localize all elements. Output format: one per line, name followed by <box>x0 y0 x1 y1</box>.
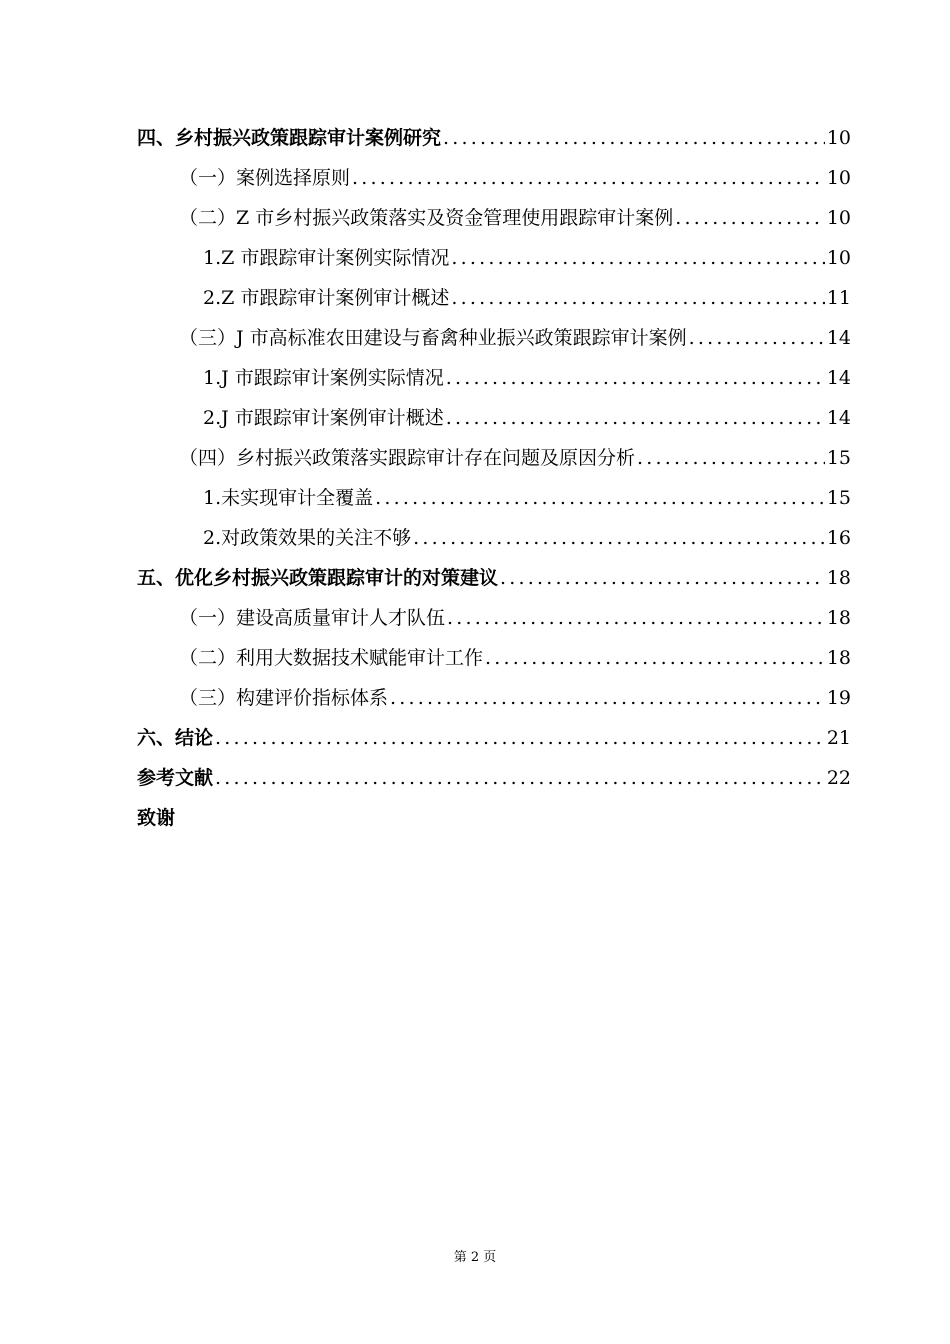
toc-entry-title: 致谢 <box>137 807 176 829</box>
toc-entry-title: （三）构建评价指标体系 <box>179 687 389 709</box>
toc-page-number: 10 <box>826 127 851 149</box>
toc-entry-4-2-2[interactable] <box>137 278 851 318</box>
toc-leader-dots <box>443 118 825 158</box>
toc-entry-title: （二）Z 市乡村振兴政策落实及资金管理使用跟踪审计案例 <box>179 207 674 229</box>
toc-leader-dots <box>451 238 824 278</box>
toc-page-number: 15 <box>826 487 851 509</box>
toc-entry-4-3[interactable] <box>137 318 851 358</box>
toc-entry-title: （一）案例选择原则 <box>179 167 351 189</box>
toc-leader-dots <box>375 478 825 518</box>
toc-page-number: 14 <box>826 407 851 429</box>
toc-leader-dots <box>390 678 825 718</box>
toc-leader-dots <box>215 758 825 798</box>
toc-leader-dots <box>451 278 824 318</box>
toc-entry-4-2[interactable] <box>137 198 851 238</box>
toc-page-number: 22 <box>826 767 851 789</box>
toc-entry-title: 五、优化乡村振兴政策跟踪审计的对策建议 <box>137 567 499 589</box>
toc-entry-4-3-1[interactable] <box>137 358 851 398</box>
toc-leader-dots <box>485 638 825 678</box>
toc-page-number: 10 <box>826 207 851 229</box>
toc-leader-dots <box>447 598 825 638</box>
toc-leader-dots <box>413 518 825 558</box>
toc-entry-title: （二）利用大数据技术赋能审计工作 <box>179 647 484 669</box>
toc-entry-title: 1.J 市跟踪审计案例实际情况 <box>203 367 444 389</box>
toc-entry-4-3-2[interactable] <box>137 398 851 438</box>
toc-leader-dots <box>446 398 825 438</box>
toc-leader-dots <box>637 438 825 478</box>
table-of-contents <box>137 118 851 838</box>
toc-entry-title: （四）乡村振兴政策落实跟踪审计存在问题及原因分析 <box>179 447 636 469</box>
toc-leader-dots <box>446 358 825 398</box>
toc-entry-title: 六、结论 <box>137 727 214 749</box>
toc-entry-chapter-5[interactable] <box>137 558 851 598</box>
toc-entry-5-2[interactable] <box>137 638 851 678</box>
toc-page-number: 14 <box>826 327 851 349</box>
toc-leader-dots <box>215 718 825 758</box>
toc-leader-dots <box>689 318 825 358</box>
toc-entry-chapter-6[interactable] <box>137 718 851 758</box>
toc-page-number: 11 <box>826 287 851 309</box>
toc-entry-title: （一）建设高质量审计人才队伍 <box>179 607 446 629</box>
page-footer-number: 第 2 页 <box>453 1250 497 1265</box>
toc-page-number: 16 <box>826 527 851 549</box>
toc-page-number: 10 <box>826 247 851 269</box>
toc-page-number: 18 <box>826 607 851 629</box>
toc-entry-title: （三）J 市高标准农田建设与畜禽种业振兴政策跟踪审计案例 <box>179 327 687 349</box>
toc-entry-5-1[interactable] <box>137 598 851 638</box>
toc-page-number: 19 <box>826 687 851 709</box>
toc-entry-5-3[interactable] <box>137 678 851 718</box>
toc-entry-references[interactable] <box>137 758 851 798</box>
toc-entry-title: 1.未实现审计全覆盖 <box>203 487 374 509</box>
toc-entry-title: 2.Z 市跟踪审计案例审计概述 <box>203 287 450 309</box>
toc-page-number: 10 <box>826 167 851 189</box>
toc-entry-4-2-1[interactable] <box>137 238 851 278</box>
toc-page-number: 21 <box>826 727 851 749</box>
toc-entry-title: 参考文献 <box>137 767 214 789</box>
toc-page-number: 18 <box>826 567 851 589</box>
toc-leader-dots <box>352 158 825 198</box>
toc-entry-4-1[interactable] <box>137 158 851 198</box>
toc-entry-title: 四、乡村振兴政策跟踪审计案例研究 <box>137 127 442 149</box>
toc-entry-4-4-1[interactable] <box>137 478 851 518</box>
toc-entry-title: 2.J 市跟踪审计案例审计概述 <box>203 407 444 429</box>
toc-leader-dots <box>675 198 825 238</box>
toc-page-number: 15 <box>826 447 851 469</box>
toc-entry-acknowledgements[interactable] <box>137 798 851 838</box>
toc-entry-title: 1.Z 市跟踪审计案例实际情况 <box>203 247 450 269</box>
toc-entry-chapter-4[interactable] <box>137 118 851 158</box>
toc-entry-4-4-2[interactable] <box>137 518 851 558</box>
toc-page-number: 18 <box>826 647 851 669</box>
toc-page-number: 14 <box>826 367 851 389</box>
toc-leader-dots <box>500 558 825 598</box>
toc-entry-4-4[interactable] <box>137 438 851 478</box>
toc-entry-title: 2.对政策效果的关注不够 <box>203 527 412 549</box>
